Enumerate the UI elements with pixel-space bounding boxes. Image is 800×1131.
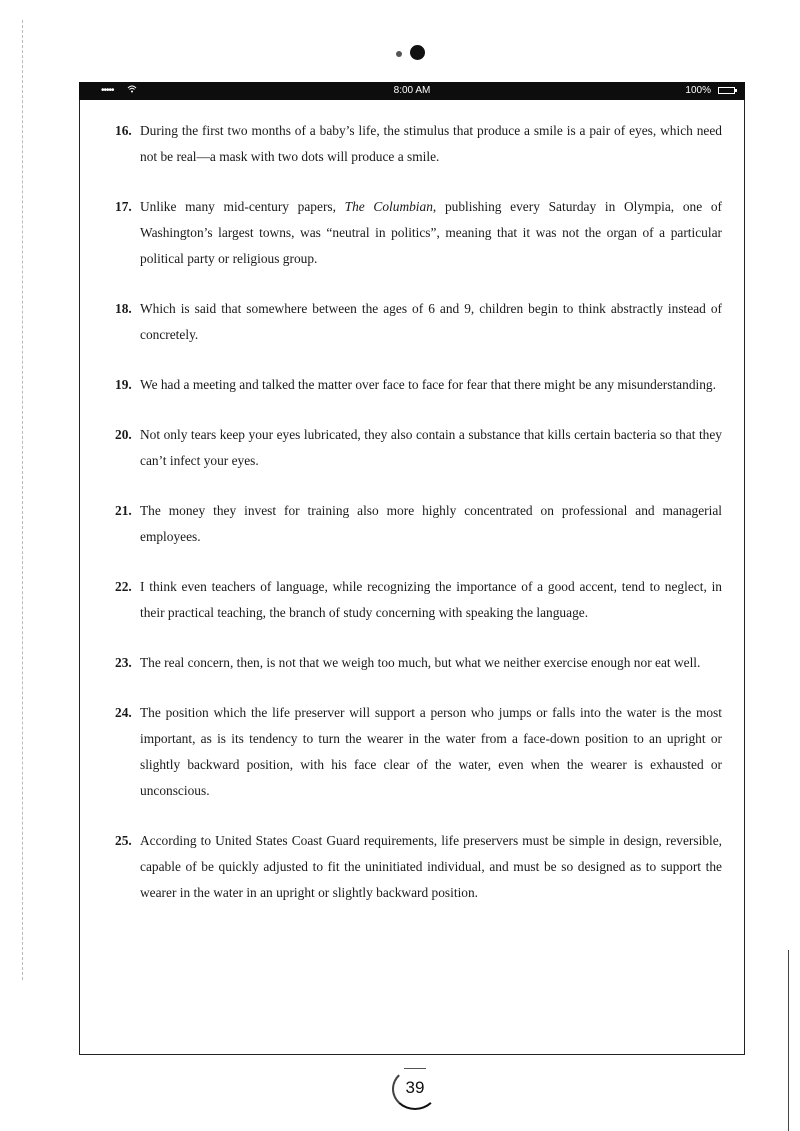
item-number: 24.: [115, 705, 132, 720]
item-text: I think even teachers of language, while recognizing the importance of a good accent, tend to neglect, in their practical teaching, the branch of study concerning with speaking the language.: [140, 579, 722, 620]
scan-edge-left: [22, 20, 24, 980]
list-item: [106, 828, 722, 906]
item-number: 20.: [115, 427, 132, 442]
list-item: [106, 422, 722, 474]
item-number: 22.: [115, 579, 132, 594]
item-text: According to United States Coast Guard requirements, life preservers must be simple in design, reversible, capable of be quickly adjusted to fit the uninitiated individual, and must be so designed as to support the wearer in the water in an upright or slightly backward position.: [140, 833, 722, 900]
scan-edge-right: [788, 950, 789, 1131]
battery-percentage: 100%: [685, 85, 711, 96]
list-item: [106, 700, 722, 804]
device-camera: [392, 44, 432, 64]
item-text: Which is said that somewhere between the ages of 6 and 9, children begin to think abstractly instead of concretely.: [140, 301, 722, 342]
page-number-badge: [392, 1068, 438, 1110]
status-time: 8:00 AM: [393, 85, 431, 96]
item-text: Not only tears keep your eyes lubricated, they also contain a substance that kills certain bacteria so that they can’t infect your eyes.: [140, 427, 722, 468]
camera-sensor-dot: [396, 51, 402, 57]
item-text: The position which the life preserver will support a person who jumps or falls into the water is the most important, as is its tendency to turn the wearer in the water from a face-down position to an upright or slightly backward position, with his face clear of the water, even when the wearer is exhausted or unconscious.: [140, 705, 722, 798]
item-number: 25.: [115, 833, 132, 848]
item-text-end: , publishing every Saturday in Olympia, one of Washington’s largest towns, was “neutral in politics”, meaning that it was not the organ of a particular political party or religious group.: [140, 199, 722, 266]
list-item: [106, 118, 722, 170]
list-item: [106, 194, 722, 272]
page-number: 39: [405, 1078, 425, 1097]
list-item: [106, 296, 722, 348]
sentence-list: [106, 118, 722, 930]
item-text: We had a meeting and talked the matter over face to face for fear that there might be any misunderstanding.: [140, 377, 716, 392]
item-number: 18.: [115, 301, 132, 316]
list-item: [106, 650, 722, 676]
list-item: [106, 498, 722, 550]
list-item: [106, 574, 722, 626]
newspaper-title: The Columbian: [344, 199, 433, 214]
item-text-start: Unlike many mid-century papers,: [140, 199, 345, 214]
status-bar: [79, 82, 745, 100]
item-number: 16.: [115, 123, 132, 138]
item-number: 17.: [115, 199, 132, 214]
list-item: [106, 372, 722, 398]
item-number: 23.: [115, 655, 132, 670]
item-number: 19.: [115, 377, 132, 392]
item-number: 21.: [115, 503, 132, 518]
item-text: The real concern, then, is not that we weigh too much, but what we neither exercise enough nor eat well.: [140, 655, 701, 670]
signal-strength-icon: •••••: [101, 85, 114, 96]
item-text: During the first two months of a baby’s life, the stimulus that produce a smile is a pair of eyes, which need not be real—a mask with two dots will produce a smile.: [140, 123, 722, 164]
battery-icon: [718, 87, 735, 94]
camera-lens-dot: [410, 45, 425, 60]
item-text: The money they invest for training also more highly concentrated on professional and managerial employees.: [140, 503, 722, 544]
